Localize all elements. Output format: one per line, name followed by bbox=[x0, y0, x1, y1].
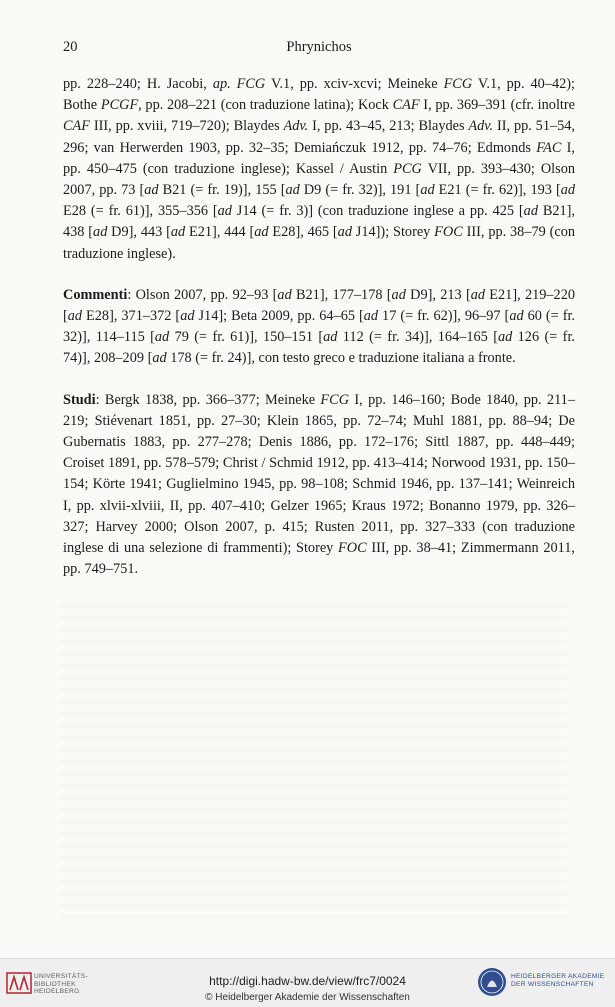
citation-text: J14]; Beta 2009, pp. 64–65 [ bbox=[194, 308, 364, 325]
italic-abbreviation: ad bbox=[337, 224, 352, 241]
italic-abbreviation: ad bbox=[323, 329, 338, 346]
section-heading: Commenti bbox=[63, 286, 128, 303]
citation-text: , pp. 208–221 (con traduzione latina); Kock bbox=[138, 97, 393, 114]
section-editions bbox=[63, 74, 575, 265]
citation-text: E28], 465 [ bbox=[268, 224, 338, 241]
italic-abbreviation: CAF bbox=[63, 118, 91, 135]
italic-abbreviation: FCG bbox=[443, 76, 473, 92]
italic-abbreviation: ad bbox=[509, 308, 524, 325]
citation-text: V.1, pp. 40–42); Bothe bbox=[63, 76, 575, 114]
italic-abbreviation: CAF bbox=[392, 97, 420, 114]
citation-text: I, pp. 146–160; Bode 1840, pp. 211–219; Stiévenart 1851, pp. 27–30; Klein 1865, pp. 72–74; Muhl 1881, pp. 88–94; De Gubernatis 1883, pp. 277–278; Denis 1886, pp. 172–176; Sittl 1887, pp. 448–449; Croiset 1891, pp. 578–579; Christ / Schmid 1912, pp. 413–414; Norwood 1931, pp. 150–154; Körte 1941; Guglielmino 1945, pp. 98–108; Schmid 1946, pp. 137–141; Weinreich I, pp. xlvii-xlviii, II, pp. 407–410; Gelzer 1965; Kraus 1972; Bonanno 1979, pp. 326–327; Harvey 2000; Olson 2007, p. 415; Rusten 2011, pp. 327–333 (con traduzione inglese di una selezione di frammenti); Storey bbox=[63, 391, 575, 557]
section-heading: Studi bbox=[63, 391, 96, 408]
show-through-text bbox=[60, 595, 567, 918]
citation-text: D9], 443 [ bbox=[107, 224, 171, 241]
academy-seal-icon[interactable] bbox=[477, 967, 507, 997]
italic-abbreviation: ad bbox=[420, 182, 435, 199]
citation-text: D9 (= fr. 32)], 191 [ bbox=[299, 182, 421, 199]
citation-text: E21], 219–220 [ bbox=[63, 286, 575, 325]
italic-abbreviation: ad bbox=[285, 182, 300, 199]
section-studi bbox=[63, 390, 575, 581]
italic-abbreviation: ad bbox=[523, 203, 538, 220]
italic-abbreviation: ad bbox=[93, 224, 108, 241]
italic-abbreviation: ap. FCG bbox=[212, 76, 266, 92]
viewer-footer bbox=[0, 958, 615, 1007]
italic-abbreviation: ad bbox=[170, 224, 186, 241]
citation-text: D9], 213 [ bbox=[405, 286, 471, 303]
italic-abbreviation: ad bbox=[254, 224, 269, 241]
running-title: Phrynichos bbox=[286, 39, 352, 55]
citation-text: : Olson 2007, pp. 92–93 [ bbox=[127, 286, 278, 303]
bibliography-body bbox=[63, 74, 575, 600]
section-commenti bbox=[63, 285, 575, 370]
citation-text: 178 (= fr. 24)], con testo greco e traduzione italiana a fronte. bbox=[166, 350, 516, 367]
italic-abbreviation: FAC bbox=[536, 139, 562, 156]
citation-text: 17 (= fr. 62)], 96–97 [ bbox=[378, 308, 510, 325]
italic-abbreviation: FOC bbox=[338, 540, 367, 557]
italic-abbreviation: ad bbox=[497, 329, 513, 346]
citation-text: III, pp. xviii, 719–720); Blaydes bbox=[90, 118, 284, 135]
italic-abbreviation: ad bbox=[277, 286, 292, 303]
citation-text: B21], 177–178 [ bbox=[291, 286, 392, 303]
citation-text: pp. 228–240; H. Jacobi, bbox=[63, 76, 213, 92]
citation-text: 112 (= fr. 34)], 164–165 [ bbox=[337, 329, 498, 346]
citation-text: 126 (= fr. 74)], 208–209 [ bbox=[63, 329, 575, 367]
citation-text: J14]); Storey bbox=[351, 224, 435, 241]
citation-text: E28 (= fr. 61)], 355–356 [ bbox=[63, 203, 218, 220]
academy-name: HEIDELBERGER AKADEMIE DER WISSENSCHAFTEN bbox=[511, 973, 605, 988]
permalink-url[interactable]: http://digi.hadw-bw.de/view/frc7/0024 bbox=[209, 974, 406, 988]
italic-abbreviation: PCG bbox=[393, 160, 422, 177]
citation-text: III, pp. 38–79 (con traduzione inglese). bbox=[63, 224, 576, 262]
italic-abbreviation: FCG bbox=[320, 391, 350, 408]
citation-text: E21 (= fr. 62)], 193 [ bbox=[434, 182, 561, 199]
citation-text: I, pp. 43–45, 213; Blaydes bbox=[308, 118, 469, 135]
italic-abbreviation: ad bbox=[470, 286, 486, 303]
citation-text: I, pp. 450–475 (con traduzione inglese); Kassel / Austin bbox=[63, 139, 575, 177]
citation-text: B21], 438 [ bbox=[63, 203, 575, 241]
italic-abbreviation: ad bbox=[154, 329, 170, 346]
citation-text: B21 (= fr. 19)], 155 [ bbox=[158, 182, 286, 199]
italic-abbreviation: ad bbox=[144, 182, 159, 199]
italic-abbreviation: ad bbox=[363, 308, 379, 325]
citation-text: : Bergk 1838, pp. 366–377; Meineke bbox=[95, 391, 321, 408]
page-number: 20 bbox=[63, 39, 78, 55]
citation-text: II, pp. 51–54, 296; van Herwerden 1903, pp. 32–35; Demiańczuk 1912, pp. 74–76; Edmonds bbox=[63, 118, 575, 156]
italic-abbreviation: ad bbox=[391, 286, 406, 303]
citation-text: 60 (= fr. 32)], 114–115 [ bbox=[63, 308, 575, 346]
page-header bbox=[63, 39, 575, 59]
italic-abbreviation: ad bbox=[180, 308, 195, 325]
italic-abbreviation: Adv. bbox=[468, 118, 494, 135]
citation-text: VII, pp. 393–430; Olson 2007, pp. 73 [ bbox=[63, 160, 576, 199]
citation-text: J14 (= fr. 3)] (con traduzione inglese a pp. 425 [ bbox=[231, 203, 524, 220]
library-name: UNIVERSITÄTS- BIBLIOTHEK HEIDELBERG bbox=[34, 973, 89, 995]
italic-abbreviation: PCGF bbox=[100, 97, 139, 114]
citation-text: III, pp. 38–41; Zimmermann 2011, pp. 749–751. bbox=[63, 540, 575, 578]
italic-abbreviation: FOC bbox=[434, 224, 463, 241]
citation-text: 79 (= fr. 61)], 150–151 [ bbox=[169, 329, 324, 346]
citation-text: E21], 444 [ bbox=[185, 224, 255, 241]
italic-abbreviation: ad bbox=[217, 203, 232, 220]
citation-text: I, pp. 369–391 (cfr. inoltre bbox=[419, 97, 575, 114]
italic-abbreviation: Adv. bbox=[283, 118, 309, 135]
italic-abbreviation: ad bbox=[560, 182, 575, 199]
citation-text: E28], 371–372 [ bbox=[82, 308, 181, 325]
italic-abbreviation: ad bbox=[67, 308, 83, 325]
copyright-notice: © Heidelberger Akademie der Wissenschaften bbox=[205, 992, 410, 1003]
italic-abbreviation: ad bbox=[152, 350, 167, 367]
citation-text: V.1, pp. xciv-xcvi; Meineke bbox=[265, 76, 444, 92]
